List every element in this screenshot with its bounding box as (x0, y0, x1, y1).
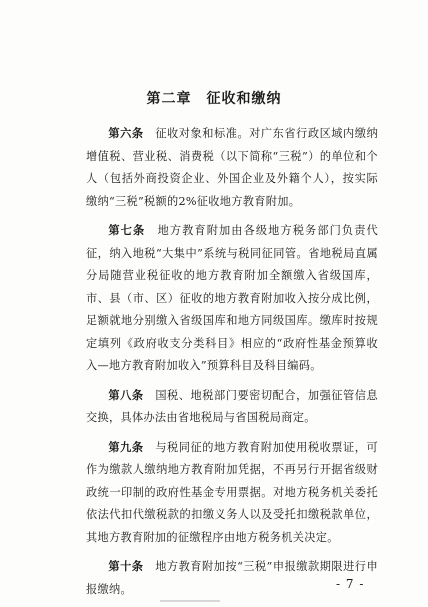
article-10 (86, 555, 378, 601)
article-text: 征收对象和标准。对广东省行政区域内缴纳增值税、营业税、消费税（以下简称“三税”）的单位和个人（包括外商投资企业、外国企业及外籍个人），按实际缴纳“三税”税额的2%征收地方教育附加。 (86, 127, 378, 208)
article-number: 第十条 (108, 559, 144, 573)
article-number: 第九条 (108, 439, 144, 454)
page-number: - 7 - (336, 577, 365, 591)
scan-edge-divider (160, 600, 220, 602)
article-text: 地方教育附加由各级地方税务部门负责代征，纳入地税“大集中”系统与税同征同管。省地税局直属分局随营业税征收的地方教育附加全额缴入省级国库，市、县（市、区）征收的地方教育附加收入按分成比例，足额就地分别缴入省级国库和地方同级国库。缴库时按规定填列《政府收支分类科目》相应的“政府性基金预算收入—地方教育附加收入”预算科目及科目编码。 (86, 224, 378, 372)
article-7 (86, 219, 378, 378)
article-9 (86, 436, 378, 550)
article-text: 与税同征的地方教育附加使用税收票证，可作为缴款人缴纳地方教育附加凭据，不再另行开据省级财政统一印制的政府性基金专用票据。对地方税务机关委托依法代扣代缴税款的扣缴义务人以及受托扣缴税款单位，其地方教育附加的征缴程序由地方税务机关决定。 (86, 440, 378, 544)
article-text: 国税、地税部门要密切配合，加强征管信息交换，具体办法由省地税局与省国税局商定。 (86, 388, 378, 424)
chapter-title: 第二章 征收和缴纳 (146, 91, 282, 107)
article-text: 地方教育附加按“三税”申报缴款期限进行申报缴纳。 (86, 560, 378, 596)
article-number: 第七条 (108, 223, 146, 237)
article-list (86, 122, 378, 607)
article-number: 第八条 (108, 387, 144, 402)
article-8 (86, 384, 378, 430)
article-number: 第六条 (108, 126, 144, 140)
article-6 (86, 122, 378, 213)
